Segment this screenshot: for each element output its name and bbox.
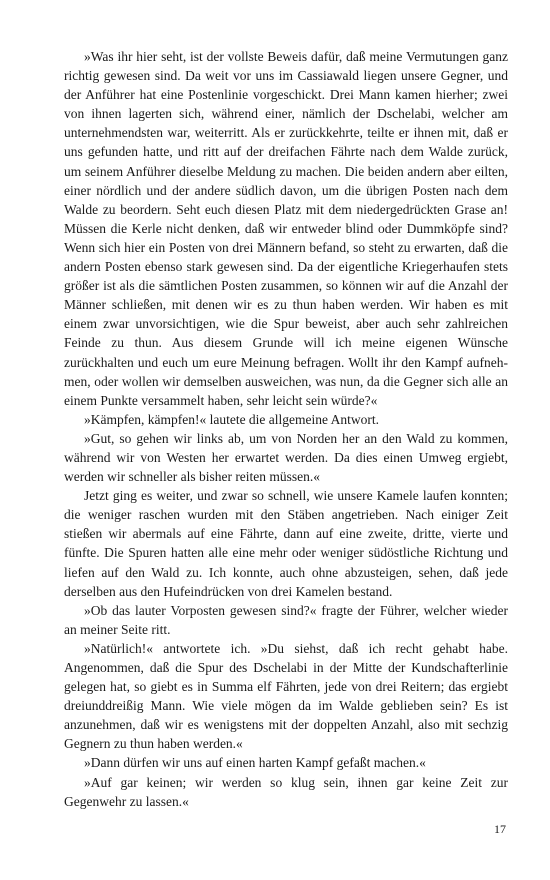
paragraph: »Auf gar keinen; wir werden so klug sein, ihnen gar keine Zeit zur Gegenwehr zu lassen.«	[64, 774, 508, 809]
paragraph: Jetzt ging es weiter, und zwar so schnell, wie unsere Kamele laufen konnten; die weniger raschen wurden mit den Stäben angetrieben. Nach einiger Zeit stießen wir abermals auf eine Fährte, dann auf eine zweite, dritte, vierte und fünfte. Die Spuren hatten alle eine mehr oder weniger südöstliche Richtung und liefen auf den Wald zu. Ich konnte, auch ohne abzusteigen, sehen, daß jede derselben aus den Hufeindrücken von drei Kamelen bestand.	[64, 488, 508, 599]
paragraph: »Was ihr hier seht, ist der vollste Beweis dafür, daß meine Vermutungen ganz richtig gewesen sind. Da weit vor uns im Cassiawald liegen unsere Gegner, und der Anführer hat eine Postenlinie vorgeschickt. Drei Mann kamen hierher; zwei von ihnen lagerten sich, während einer, nämlich der Dschelabi, welcher am unternehmendsten war, weiterritt. Als er zurückkehrte, teilte er ihnen mit, daß er uns gefunden hatte, und ritt auf der dreifachen Fährte nach dem Walde zurück, um seinem Anführer dieselbe Meldung zu machen. Die beiden andern aber eilten, einer nördlich und der andere südlich davon, um die übrigen Posten nach dem Walde zu beordern. Seht euch diesen Platz mit dem niedergedrückten Grase an! Müssen die Kerle nicht denken, daß wir entweder blind oder Dummköpfe sind? Wenn sich hier ein Posten von drei Männern befand, so steht zu erwarten, daß die andern Posten ebenso stark gewesen sind. Da der eigentliche Kriegerhaufen stets größer ist als die sämtlichen Posten zusammen, so können wir auf die Anzahl der Männer schließen, mit denen wir es zu thun haben werden. Wir haben es mit einem zwar unvorsichtigen, wie die Spur beweist, aber auch sehr zahlreichen Feinde zu thun. Aus diesem Grunde will ich meine eigenen Wünsche zurückhalten und euch um eure Meinung befragen. Wollt ihr den Kampf aufnehmen, oder wollen wir demselben ausweichen, was nun, da die Gegner sich alle an einem Punkte versammelt haben, sehr leicht sein würde?«	[64, 49, 508, 408]
paragraph: »Natürlich!« antwortete ich. »Du siehst, daß ich recht gehabt habe. Angenommen, daß die Spur des Dschelabi in der Mitte der Kundschafterlinie gelegen hat, so giebt es in Summa elf Fährten, jede von drei Reitern; das ergiebt dreiunddreißig Mann. Wie viele mögen da im Walde geblieben sein? Es ist anzunehmen, daß wir es wenigstens mit der doppelten Anzahl, also mit sechzig Gegnern zu thun haben werden.«	[64, 640, 508, 752]
paragraph: »Dann dürfen wir uns auf einen harten Kampf gefaßt machen.«	[84, 755, 426, 771]
paragraph: »Gut, so gehen wir links ab, um von Norden her an den Wald zu kommen, während wir von Westen her erwartet werden. Da dies einen Umweg ergiebt, werden wir schneller als bisher reiten müssen.«	[64, 430, 508, 485]
paragraph: »Kämpfen, kämpfen!« lautete die allgemeine Antwort.	[84, 411, 380, 427]
page-number: 17	[494, 822, 506, 836]
paragraph: »Ob das lauter Vorposten gewesen sind?« fragte der Führer, welcher wieder an meiner Seite ritt.	[64, 602, 508, 637]
page-body	[64, 47, 508, 811]
